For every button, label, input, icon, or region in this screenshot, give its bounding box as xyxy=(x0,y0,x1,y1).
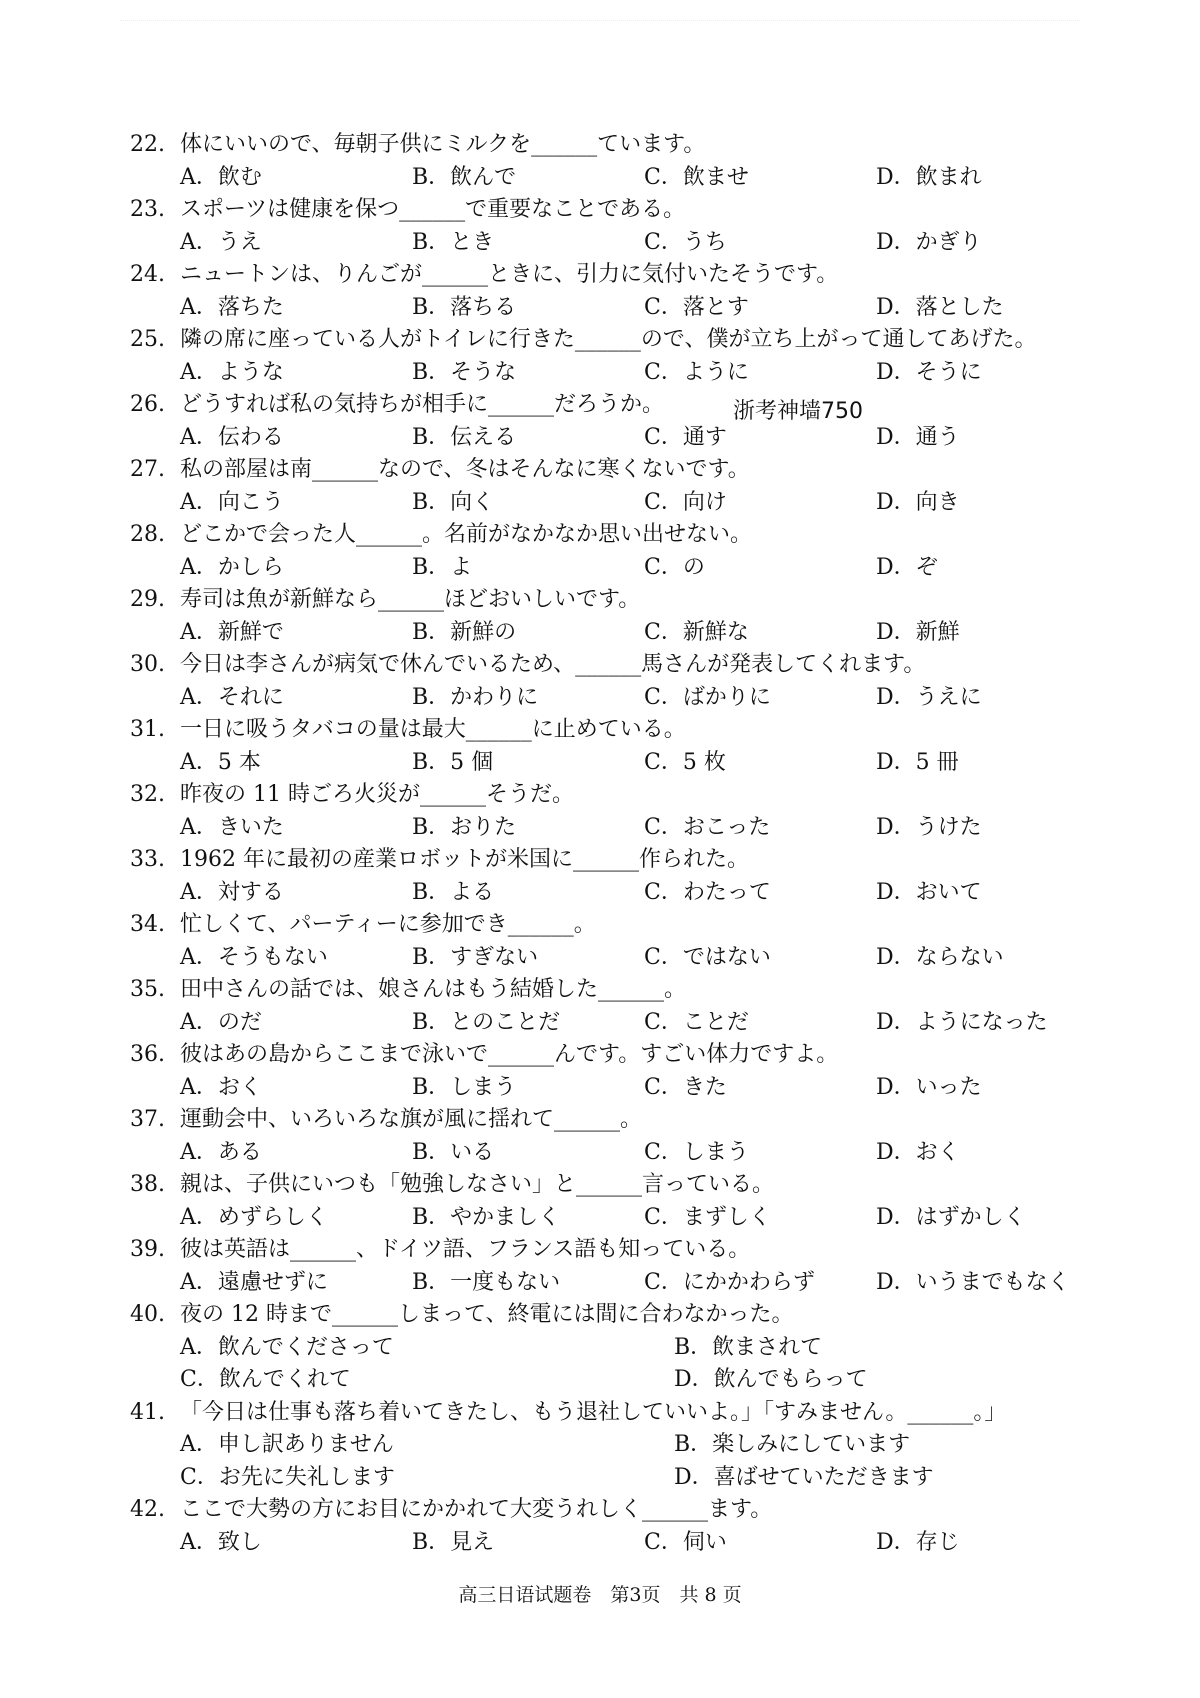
question-text: ここで大勢の方にお目にかかれて大変うれしく______ます。 xyxy=(180,1497,773,1522)
option-c[interactable]: C．通す xyxy=(644,424,727,450)
question-35 xyxy=(130,974,1130,1039)
option-b[interactable]: B．見え xyxy=(412,1529,495,1555)
question-text: ニュートンは、りんごが______ときに、引力に気付いたそうです。 xyxy=(180,262,839,287)
option-b[interactable]: B．そうな xyxy=(412,359,517,385)
option-d[interactable]: D．落とした xyxy=(876,294,1004,320)
question-number: 28. xyxy=(130,522,165,547)
question-number: 26. xyxy=(130,392,165,417)
question-stem xyxy=(130,129,1130,162)
option-d[interactable]: D．いうまでもなく xyxy=(876,1269,1070,1295)
question-text: 彼はあの島からここまで泳いで______んです。すごい体力ですよ。 xyxy=(180,1042,839,1067)
option-a[interactable]: A．伝わる xyxy=(180,424,284,450)
option-c[interactable]: C．お先に失礼します xyxy=(180,1464,395,1490)
question-number: 31. xyxy=(130,717,165,742)
option-row xyxy=(130,1364,1130,1397)
option-d[interactable]: D．通う xyxy=(876,424,960,450)
option-b[interactable]: B．しまう xyxy=(412,1074,517,1100)
question-stem xyxy=(130,1234,1130,1267)
question-number: 36. xyxy=(130,1042,165,1067)
option-row xyxy=(130,617,1130,650)
question-22 xyxy=(130,129,1130,194)
option-c[interactable]: C．ばかりに xyxy=(644,684,771,710)
question-text: 田中さんの話では、娘さんはもう結婚した______。 xyxy=(180,977,687,1002)
option-b[interactable]: B．すぎない xyxy=(412,944,539,970)
option-c[interactable]: C．おこった xyxy=(644,814,771,840)
question-number: 32. xyxy=(130,782,165,807)
option-row xyxy=(130,747,1130,780)
option-b[interactable]: B．飲まされて xyxy=(674,1334,823,1360)
question-text: 忙しくて、パーティーに参加でき______。 xyxy=(180,912,596,937)
question-text: どこかで会った人______。名前がなかなか思い出せない。 xyxy=(180,522,753,547)
question-stem xyxy=(130,714,1130,747)
option-b[interactable]: B．落ちる xyxy=(412,294,517,320)
option-c[interactable]: C．しまう xyxy=(644,1139,749,1165)
option-b[interactable]: B．楽しみにしています xyxy=(674,1432,911,1457)
question-text: 昨夜の 11 時ごろ火災が______そうだ。 xyxy=(180,782,574,807)
question-42 xyxy=(130,1494,1130,1559)
question-stem xyxy=(130,1039,1130,1072)
option-row xyxy=(130,552,1130,585)
question-stem xyxy=(130,974,1130,1007)
option-b[interactable]: B．よる xyxy=(412,879,495,905)
question-40 xyxy=(130,1299,1130,1397)
question-text: 一日に吸うタバコの量は最大______に止めている。 xyxy=(180,717,686,742)
question-30 xyxy=(130,649,1130,714)
option-c[interactable]: C．ように xyxy=(644,359,749,385)
question-text: 隣の席に座っている人がトイレに行きた______ので、僕が立ち上がって通してあげた。 xyxy=(180,327,1037,352)
option-b[interactable]: B．伝える xyxy=(412,424,517,450)
option-b[interactable]: B．いる xyxy=(412,1139,495,1165)
option-d[interactable]: D．おく xyxy=(876,1139,960,1165)
option-d[interactable]: D．ようになった xyxy=(876,1009,1048,1035)
question-26 xyxy=(130,389,1130,454)
question-stem xyxy=(130,1397,1130,1430)
option-c[interactable]: C．きた xyxy=(644,1074,727,1100)
question-list xyxy=(130,129,1130,1559)
header-divider xyxy=(120,20,1080,33)
option-row xyxy=(130,1462,1130,1495)
option-row xyxy=(130,422,1130,455)
option-d[interactable]: D．うえに xyxy=(876,684,982,710)
question-24 xyxy=(130,259,1130,324)
option-row xyxy=(130,682,1130,715)
option-d[interactable]: D．新鮮 xyxy=(876,619,960,645)
option-a[interactable]: A．飲んでくださって xyxy=(180,1334,394,1360)
option-c[interactable]: C．飲ませ xyxy=(644,164,749,190)
option-row xyxy=(130,292,1130,325)
option-a[interactable]: A．落ちた xyxy=(180,294,284,320)
option-c[interactable]: C．の xyxy=(644,554,705,580)
question-text: 親は、子供にいつも「勉強しなさい」と______言っている。 xyxy=(180,1172,775,1197)
option-b[interactable]: B．新鮮の xyxy=(412,619,517,645)
option-b[interactable]: B．やかましく xyxy=(412,1204,561,1230)
question-number: 37. xyxy=(130,1107,165,1132)
question-text: 1962 年に最初の産業ロボットが米国に______作られた。 xyxy=(180,847,749,872)
option-b[interactable]: B．5 個 xyxy=(412,749,494,775)
question-stem xyxy=(130,259,1130,292)
question-stem xyxy=(130,519,1130,552)
option-d[interactable]: D．喜ばせていただきます xyxy=(674,1464,934,1490)
question-number: 41. xyxy=(130,1399,165,1425)
option-a[interactable]: A．向こう xyxy=(180,489,284,515)
question-text: 今日は李さんが病気で休んでいるため、______馬さんが発表してくれます。 xyxy=(180,652,926,677)
question-37 xyxy=(130,1104,1130,1169)
question-stem xyxy=(130,649,1130,682)
option-d[interactable]: D．存じ xyxy=(876,1529,960,1555)
option-c[interactable]: C．伺い xyxy=(644,1529,727,1555)
option-a[interactable]: A．のだ xyxy=(180,1009,262,1035)
question-34 xyxy=(130,909,1130,974)
question-stem xyxy=(130,844,1130,877)
question-28 xyxy=(130,519,1130,584)
option-c[interactable]: C．ではない xyxy=(644,944,771,970)
question-33 xyxy=(130,844,1130,909)
option-row xyxy=(130,487,1130,520)
option-c[interactable]: C．にかかわらず xyxy=(644,1269,815,1295)
question-stem xyxy=(130,1299,1130,1332)
option-a[interactable]: A．きいた xyxy=(180,814,284,840)
question-number: 27. xyxy=(130,457,165,482)
question-text: どうすれば私の気持ちが相手に______だろうか。 xyxy=(180,392,665,417)
question-stem xyxy=(130,194,1130,227)
option-b[interactable]: B．飲んで xyxy=(412,164,517,190)
option-c[interactable]: C．5 枚 xyxy=(644,749,726,775)
option-c[interactable]: C．飲んでくれて xyxy=(180,1367,351,1392)
option-row xyxy=(130,1429,1130,1462)
question-stem xyxy=(130,584,1130,617)
option-d[interactable]: D．ぞ xyxy=(876,554,938,580)
option-a[interactable]: A．飲む xyxy=(180,164,262,190)
option-a[interactable]: A．おく xyxy=(180,1074,262,1100)
question-25 xyxy=(130,324,1130,389)
question-31 xyxy=(130,714,1130,779)
option-row xyxy=(130,227,1130,260)
question-27 xyxy=(130,454,1130,519)
question-32 xyxy=(130,779,1130,844)
option-b[interactable]: B．一度もない xyxy=(412,1269,561,1295)
question-stem xyxy=(130,779,1130,812)
question-41 xyxy=(130,1397,1130,1495)
question-text: 体にいいので、毎朝子供にミルクを______ています。 xyxy=(180,132,706,157)
option-b[interactable]: B．向く xyxy=(412,489,495,515)
question-number: 40. xyxy=(130,1302,165,1327)
option-a[interactable]: A．申し訳ありません xyxy=(180,1432,394,1457)
question-text: 彼は英語は______、ドイツ語、フランス語も知っている。 xyxy=(180,1237,751,1262)
option-b[interactable]: B．よ xyxy=(412,554,473,580)
question-text: 夜の 12 時まで______しまって、終電には間に合わなかった。 xyxy=(180,1302,794,1327)
question-number: 34. xyxy=(130,912,165,937)
question-number: 22. xyxy=(130,132,165,157)
option-row xyxy=(130,877,1130,910)
option-row xyxy=(130,1007,1130,1040)
option-d[interactable]: D．いった xyxy=(876,1074,982,1100)
option-row xyxy=(130,357,1130,390)
option-d[interactable]: D．飲んでもらって xyxy=(674,1367,868,1392)
option-b[interactable]: B．おりた xyxy=(412,814,517,840)
option-c[interactable]: C．まずしく xyxy=(644,1204,771,1230)
option-c[interactable]: C．向け xyxy=(644,489,727,515)
option-a[interactable]: A．ある xyxy=(180,1139,262,1165)
question-stem xyxy=(130,1104,1130,1137)
watermark-stamp: 浙考神墙750 xyxy=(733,399,863,424)
option-d[interactable]: D．5 冊 xyxy=(876,749,959,775)
option-a[interactable]: A．それに xyxy=(180,684,284,710)
question-number: 33. xyxy=(130,847,165,872)
option-b[interactable]: B．とき xyxy=(412,229,495,255)
option-a[interactable]: A．かしら xyxy=(180,554,284,580)
option-d[interactable]: D．飲まれ xyxy=(876,164,982,190)
question-stem xyxy=(130,1494,1130,1527)
option-a[interactable]: A．5 本 xyxy=(180,749,261,775)
question-number: 39. xyxy=(130,1237,165,1262)
option-d[interactable]: D．向き xyxy=(876,489,960,515)
option-row xyxy=(130,1202,1130,1235)
option-row xyxy=(130,942,1130,975)
question-23 xyxy=(130,194,1130,259)
option-d[interactable]: D．うけた xyxy=(876,814,982,840)
option-d[interactable]: D．はずかしく xyxy=(876,1204,1026,1230)
question-number: 25. xyxy=(130,327,165,352)
question-stem xyxy=(130,909,1130,942)
question-stem xyxy=(130,454,1130,487)
question-number: 29. xyxy=(130,587,165,612)
option-a[interactable]: A．めずらしく xyxy=(180,1204,328,1230)
question-text: 寿司は魚が新鮮なら______ほどおいしいです。 xyxy=(180,587,641,612)
question-39 xyxy=(130,1234,1130,1299)
option-b[interactable]: B．とのことだ xyxy=(412,1009,561,1035)
option-row xyxy=(130,1137,1130,1170)
question-stem xyxy=(130,324,1130,357)
option-c[interactable]: C．落とす xyxy=(644,294,749,320)
option-a[interactable]: A．対する xyxy=(180,879,284,905)
question-stem xyxy=(130,389,1130,422)
option-d[interactable]: D．かぎり xyxy=(876,229,982,255)
option-a[interactable]: A．そうもない xyxy=(180,944,328,970)
question-38 xyxy=(130,1169,1130,1234)
option-c[interactable]: C．うち xyxy=(644,229,727,255)
question-text: スポーツは健康を保つ______で重要なことである。 xyxy=(180,197,686,222)
option-a[interactable]: A．うえ xyxy=(180,229,262,255)
question-29 xyxy=(130,584,1130,649)
question-number: 30. xyxy=(130,652,165,677)
question-text: 運動会中、いろいろな旗が風に揺れて______。 xyxy=(180,1107,643,1132)
option-d[interactable]: D．そうに xyxy=(876,359,982,385)
option-a[interactable]: A．新鮮で xyxy=(180,619,284,645)
option-c[interactable]: C．わたって xyxy=(644,879,771,905)
option-row xyxy=(130,1332,1130,1365)
option-b[interactable]: B．かわりに xyxy=(412,684,539,710)
option-d[interactable]: D．おいて xyxy=(876,879,982,905)
option-a[interactable]: A．致し xyxy=(180,1529,262,1555)
question-number: 35. xyxy=(130,977,165,1002)
question-36 xyxy=(130,1039,1130,1104)
question-number: 23. xyxy=(130,197,165,222)
option-row xyxy=(130,812,1130,845)
page-footer: 高三日语试题卷 第3页 共 8 页 xyxy=(458,1584,742,1606)
option-c[interactable]: C．新鮮な xyxy=(644,619,749,645)
option-row xyxy=(130,162,1130,195)
question-number: 38. xyxy=(130,1172,165,1197)
question-number: 42. xyxy=(130,1497,165,1522)
question-text: 「今日は仕事も落ち着いてきたし、もう退社していいよ。」「すみません。______。」 xyxy=(180,1399,1007,1425)
option-d[interactable]: D．ならない xyxy=(876,944,1004,970)
option-a[interactable]: A．ような xyxy=(180,359,284,385)
option-row xyxy=(130,1527,1130,1560)
option-c[interactable]: C．ことだ xyxy=(644,1009,749,1035)
question-stem xyxy=(130,1169,1130,1202)
question-number: 24. xyxy=(130,262,165,287)
question-text: 私の部屋は南______なので、冬はそんなに寒くないです。 xyxy=(180,457,750,482)
option-row xyxy=(130,1072,1130,1105)
option-row xyxy=(130,1267,1130,1300)
option-a[interactable]: A．遠慮せずに xyxy=(180,1269,328,1295)
